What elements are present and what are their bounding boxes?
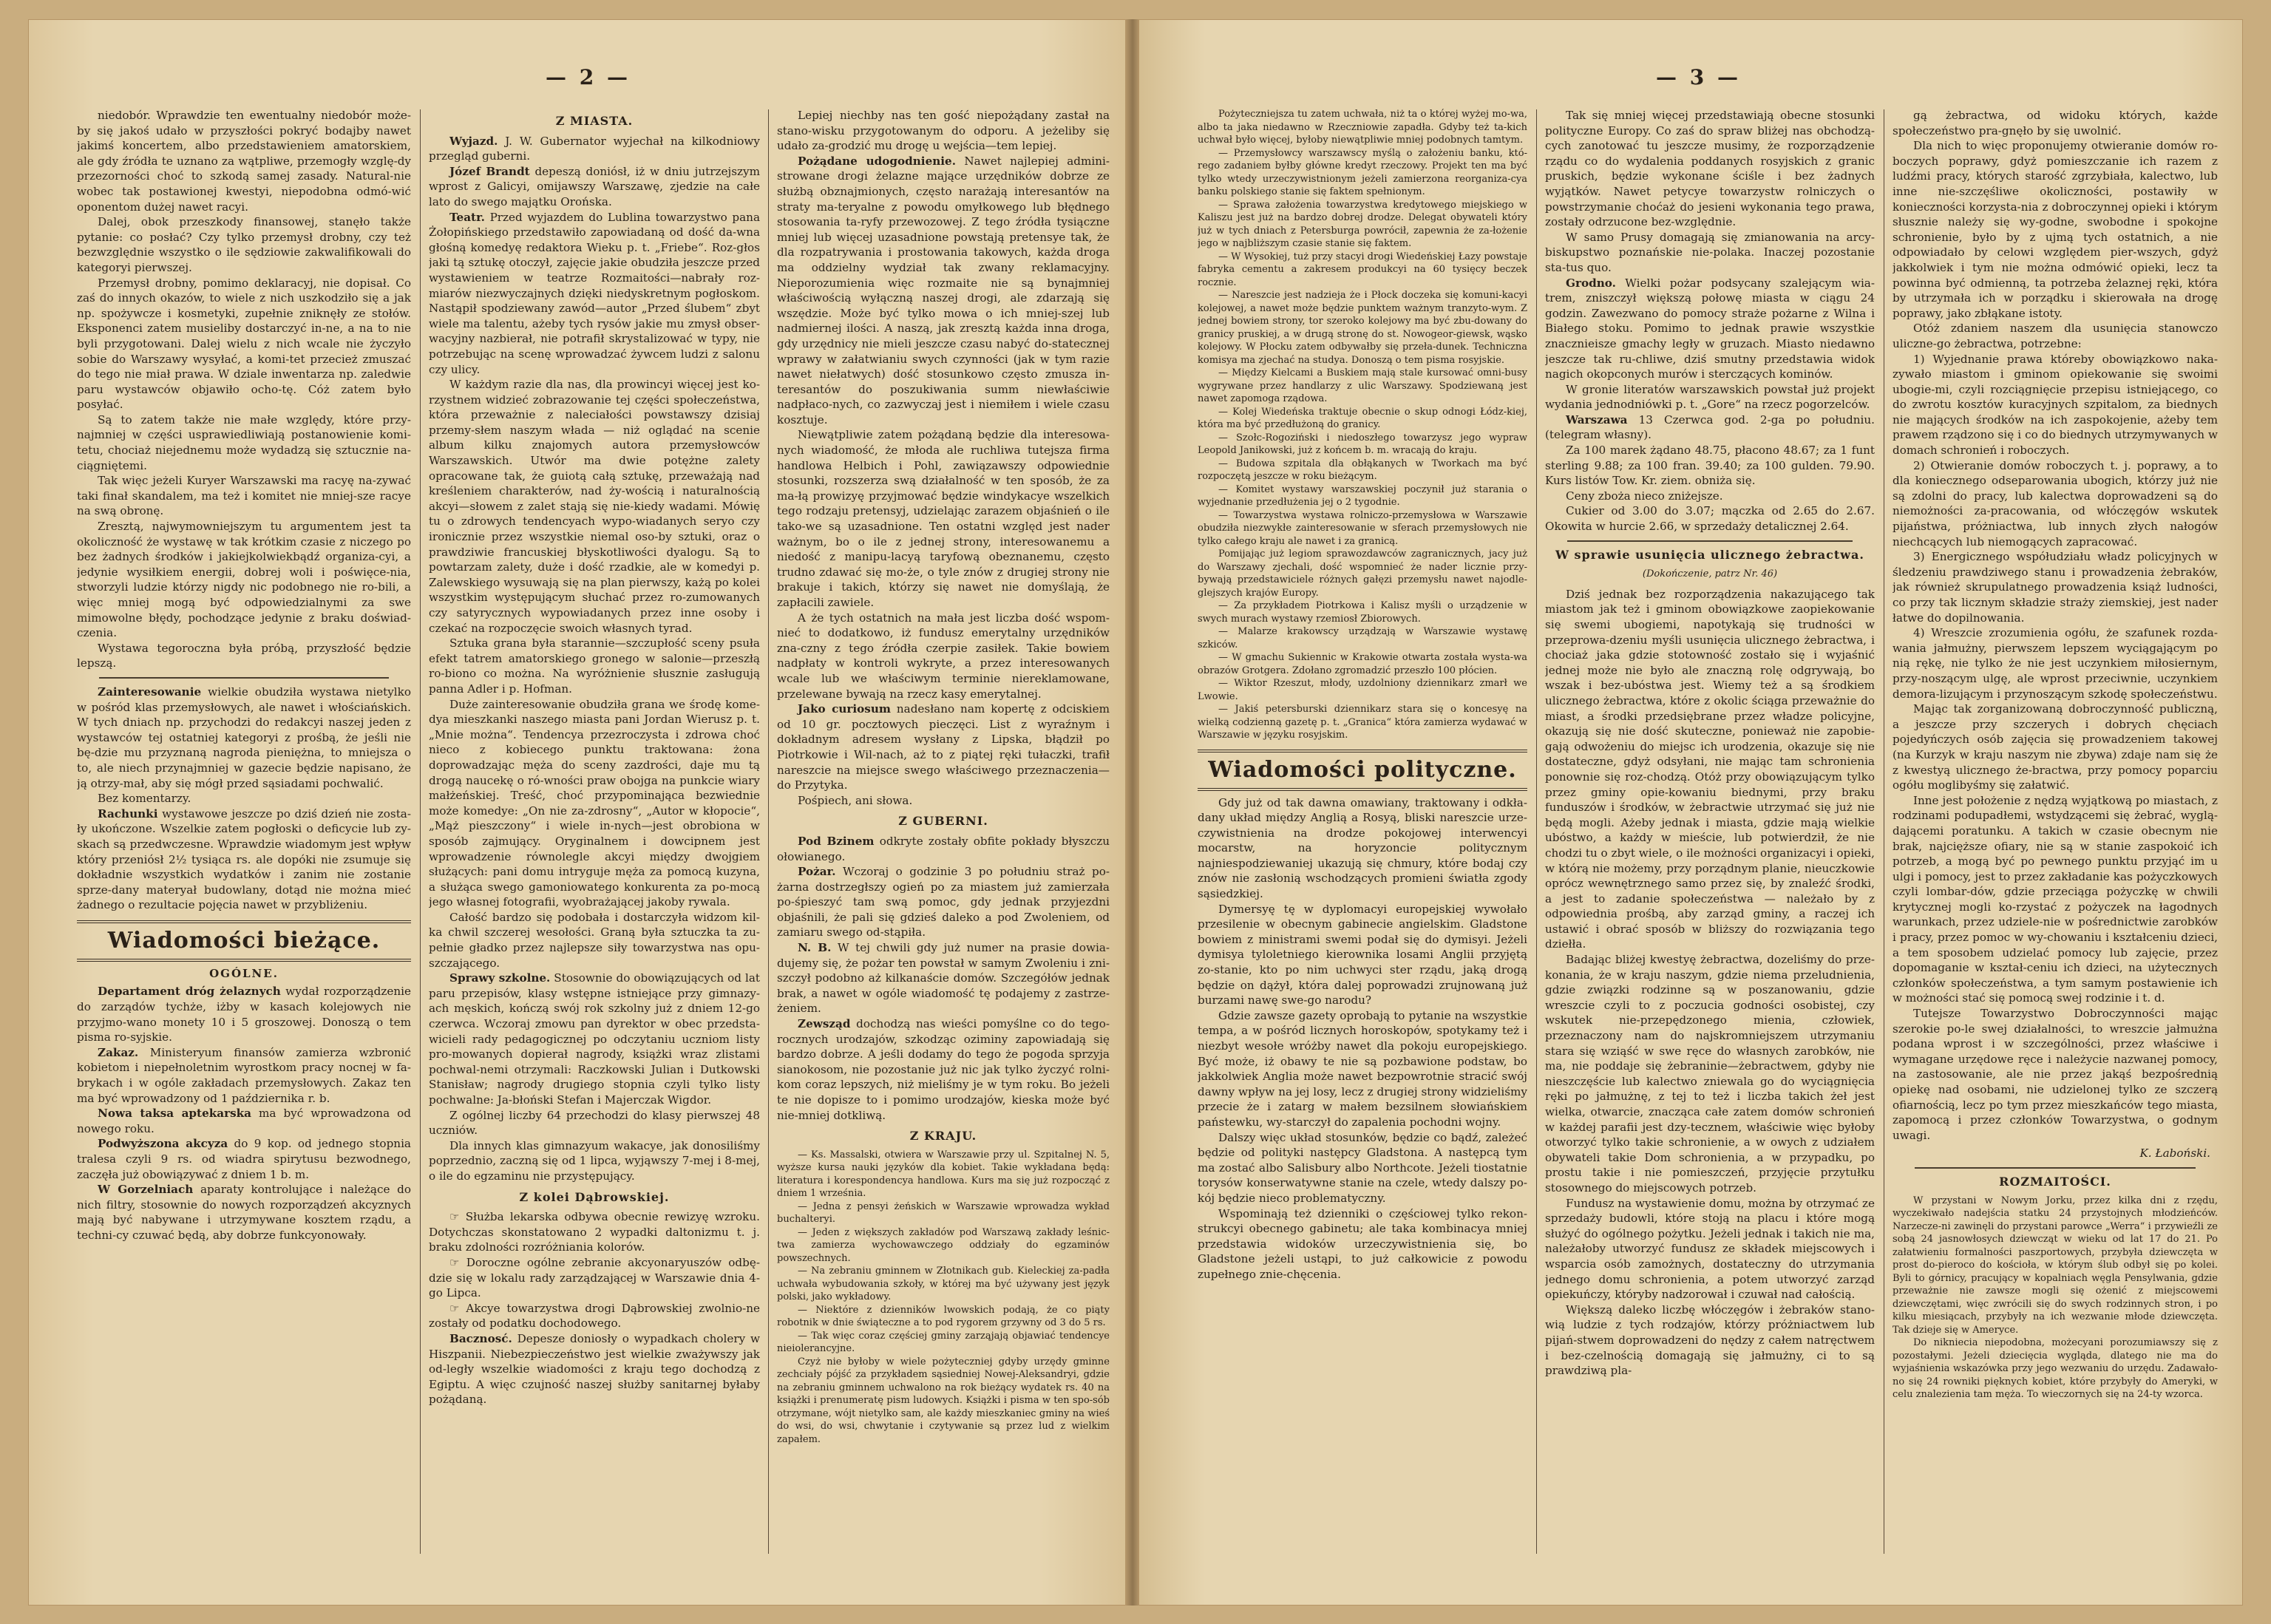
paragraph-text: — Przemysłowcy warszawscy myślą o założeniu banku, któ-rego zadaniem byłby główne kredyt rzeczowy. Projekt ten ma być tylko wtedy urzeczywistnionym jeżeli zamierzona reorganiza-cya banku polskiego stanie się faktem spełnionym. — [1198, 147, 1527, 197]
paragraph — [777, 108, 1110, 154]
paragraph-lead: W Gorzelniach — [98, 1183, 194, 1197]
paragraph — [777, 793, 1110, 809]
paragraph-text: 2) Otwieranie domów roboczych t. j. poprawy, a to dla koniecznego odseparowania ubogich, którzy już nie są zdolni do pracy, lub kalectwa doprowadzeni są do niemożności za-pracowania, od włóczęgów wskutek pijaństwa, próżniactwa, lub innych złych nałogów niechcących lub niemogących zapracować. — [1892, 458, 2218, 548]
paragraph-text: — Jakiś petersburski dziennikarz stara się o koncesyę na wielką codzienną gazetę p. t. „Granica“ która zamierza wydawać w Warszawie w języku rosyjskim. — [1198, 704, 1527, 741]
paragraph-text: 4) Wreszcie zrozumienia ogółu, że szafunek rozda-wania jałmużny, pierwszem lepszem wyciągającym po nią rękę, nie tylko że nie jest uczynkiem miłosiernym, przy-noszącym ulgę, ale wprost przeciwnie, uczynkiem demora-lizującym i przynoszącym szkodę społeczeństwu. — [1892, 626, 2218, 701]
paragraph — [1198, 795, 1527, 902]
paragraph — [429, 134, 760, 164]
paragraph-text: Z ogólnej liczby 64 przechodzi do klasy pierwszej 48 uczniów. — [429, 1108, 760, 1138]
paragraph-text: depeszą doniósł, iż w dniu jutrzejszym wprost z Galicyi, omijawszy Warszawę, zjedzie na całe lato do swego majątku Orońska. — [429, 164, 760, 208]
paragraph-text: Za 100 marek żądano 48.75, płacono 48.67; za 1 funt sterling 9.88; za 100 fran. 39.40; za 100 gulden. 79.90. Kurs listów Tow. Kr. ziem. obniża się. — [1545, 444, 1875, 488]
paragraph — [777, 940, 1110, 1016]
paragraph — [429, 971, 760, 1107]
paragraph-text: Dalszy więc układ stosunków, będzie co bądź, zależeć będzie od polityki następcy Gladstona. A następcą tym ma zostać albo Salisbury albo Northcote. Jeżeli tiostatnie torysów konserwatywne stanie na czele, wtedy dalszy po-kój będzie nieco problematyczny. — [1198, 1130, 1527, 1205]
paragraph-text: — Między Kielcami a Buskiem mają stale kursować omni-busy wygrywane przez handlarzy z ulic Warszawy. Spodziewaną jest nawet zapomoga rządowa. — [1198, 367, 1527, 404]
paragraph-text: Sztuka grana była starannie—szczupłość sceny psuła efekt tatrem amatorskiego gronego w salonie—przeszłą ro-biono co można. Na wyróżnienie słusznie zasługują panna Adler i p. Hofman. — [429, 636, 760, 696]
paragraph — [777, 864, 1110, 940]
paragraph-text: — Nareszcie jest nadzieja że i Płock doczeka się komuni-kacyi kolejowej, a nawet może będzie punktem ważnym tranzyto-wym. Z jednej bowiem strony, tor szeroko kolejowy ma być zbu-dowany do granicy pruskiej, a w drugą stronę do st. Nowogeor-giewsk, wąsko kolejowy. W Płocku zatem odbywałby się przeła-dunek. Techniczna komisya ma zjechać na studya. Donoszą o tem pisma rosyjskie. — [1198, 290, 1527, 366]
paragraph-text: Wielki pożar podsycany szalejącym wia-trem, zniszczył większą połowę miasta w ciągu 24 godzin. Zawezwano do pomocy straże pożarne z Wilna i Białego stoku. Pomimo to jednak prawie wszystkie znacznieisze gmachy legły w gruzach. Miasto niedawno jeszcze tak ru-chliwe, dziś smutny przedstawia widok nagich okopconych murów i sterczących kominów. — [1545, 276, 1875, 381]
paragraph-text: nadesłano nam kopertę z odciskiem od 10 gr. pocztowych pieczęci. List z wyraźnym i dokładnym adresem wysłany z Lipska, błądził po Piotrkowie i Wil-nach, aż to z piątej ręki tułaczki, trafił nareszcie na miejsce swego właściwego przeznaczenia—do Przytyka. — [777, 702, 1110, 792]
paragraph-text: odkryte zostały obfite pokłady błyszczu ołowianego. — [777, 834, 1110, 863]
column-right-1 — [1198, 108, 1527, 1563]
paragraph-text: A że tych ostatnich na mała jest liczba dość wspom-nieć to dodatkowo, iż fundusz emerytalny urzędników zna-czny z tego źródła czerpie zasiłek. Takie bowiem nadpłaty w kontroli wykryte, a przez interesowanych wcale lub we właściwym terminie niereklamowane, przelewane bywają na rzecz kasy emerytalnej. — [777, 611, 1110, 701]
paragraph-text: Fundusz na wystawienie domu, można by otrzymać ze sprzedaży budowli, które stoją na placu i które mogą służyć do ogólnego pożytku. Jeżeli jednak i takich nie ma, należałoby utworzyć fundusz ze składek miejscowych i wsparcia osób zamożnych, dostateczny do utrzymania jednego domu schronienia, a potem utworzyć zarząd opiekuńczy, któryby nadzorował i czuwał nad całością. — [1545, 1196, 1875, 1302]
section-heading: ROZMAITOŚCI. — [1999, 1174, 2111, 1189]
paragraph-text: Wczoraj o godzinie 3 po południu straż po-żarna dostrzegłszy ogień po za miastem już zamierzała po-śpieszyć tam swą pomoc, gdy jednak przyjezdni objaśnili, że pali się gdzieś daleko a pod Zwoleniem, od zamiaru swego od-stąpiła. — [777, 865, 1110, 940]
paragraph-lead: Bacznosć. — [449, 1331, 512, 1345]
paragraph — [429, 636, 760, 696]
paragraph-text: W gronie literatów warszawskich powstał już projekt wydania jednodniówki p. t. „Gore“ na rzecz pogorzelców. — [1545, 382, 1875, 412]
paragraph — [777, 1265, 1110, 1304]
paragraph-text: Nawet najlepiej admini-strowane drogi żelazne mające urzędników dobrze ze służbą obznajmionych, często narażają interesantów na straty ma-teryalne z powodu omyłkowego lub błędnego stosowania ta-ryfy przewozowej. Z tego źródła tysiączne mniej lub więcej uzasadnione powstają pretensye tak, że dla rozpatrywania i prostowania takowych, każda droga ma oddzielny wydział tak zwany reklamacyjny. Nieporozumienia więc rozmaite nie są bynajmniej właściwością wyłączną naszej drogi, ale zdarzają się wszędzie. Może być tylko mowa o ich mniej-szej lub nadmiernej ilości. A naszą, jak zresztą każda inna droga, gdy urzędnicy nie mieli jeszcze czasu nabyć do-statecznej wprawy w załatwianiu swych czynności (jak w tym razie nawet niełatwych) dość stosunkowo często zmusza in-teresantów do poszukiwania summ niewłaściwie nadpłaco-nych, co zazwyczaj jest i niemiłem i wiele czasu kosztuje. — [777, 154, 1110, 427]
paragraph — [1892, 701, 2218, 793]
paragraph — [1892, 1006, 2218, 1143]
separator-rule — [1567, 540, 1853, 542]
subsection-title: OGÓLNE. — [209, 966, 279, 980]
separator-rule — [99, 677, 389, 679]
paragraph-text: Wspominają też dzienniki o częściowej tylko rekon-strukcyi obecnego gabinetu; ale taka kombinacya mniej przedstawia widoków urzeczywistnienia się, bo Gladstone jeżeli ustąpi, to już całkowicie z powodu zupełnego znie-chęcenia. — [1198, 1206, 1527, 1281]
paragraph — [1892, 352, 2218, 458]
paragraph-lead: Departament dróg żelaznych — [98, 985, 281, 999]
paragraph — [1892, 108, 2218, 138]
paragraph — [777, 1200, 1110, 1226]
paragraph-text: — Niektóre z dzienników lwowskich podają, że co piąty robotnik w dnie świąteczne a to pod rygorem grzywny od 3 do 5 rs. — [777, 1304, 1110, 1329]
paragraph-text: — Malarze krakowscy urządzają w Warszawie wystawę szkiców. — [1198, 626, 1527, 650]
paragraph — [77, 806, 411, 913]
paragraph — [77, 473, 411, 519]
column-rule — [1536, 109, 1537, 1554]
paragraph — [429, 910, 760, 971]
paragraph — [77, 641, 411, 671]
paragraph-text: 1) Wyjednanie prawa któreby obowiązkowo naka-zywało miastom i gminom opiekowanie się swoimi ubogie-mi, czyli rozciągnięcie przepisu istniejącego, co do zwrotu kosztów kuracyjnych szpitalom, za biednych nie mających środków na ich zaspokojenie, ażeby tem prawem rządzono się i co do biednych utrzymywanych w domach schronień i roboczych. — [1892, 352, 2218, 458]
paragraph — [1198, 1008, 1527, 1130]
paragraph — [1198, 458, 1527, 483]
paragraph — [1198, 147, 1527, 199]
paragraph-text: W tej chwili gdy już numer na prasie dowia-dujemy się, że pożar ten powstał w samym Zwoleniu i zni-szczył podobno aż kilkanaście domów. Szczegółów jednak brak, a nawet w ogóle wiadomość tę podajemy z zastrze-żeniem. — [777, 941, 1110, 1016]
paragraph-text: ☞ Służba lekarska odbywa obecnie rewizyę wzroku. Dotychczas skonstatowano 2 wypadki daltonizmu t. j. braku zdolności rozróżniania kolorów. — [429, 1210, 760, 1254]
paragraph — [1198, 108, 1527, 147]
paragraph — [777, 1304, 1110, 1330]
paragraph-text: Otóż zdaniem naszem dla usunięcia stanowczo uliczne-go żebractwa, potrzebne: — [1892, 322, 2218, 350]
paragraph — [1198, 367, 1527, 406]
column-right-3 — [1892, 108, 2218, 1563]
paragraph-text: Pomijając już legiom sprawozdawców zagranicznych, jacy już do Warszawy zjechali, dość wspomnieć że nader licznie przy-bywają przedstawiciele różnych gałęzi przemysłu nawet najodle-glejszych krajów Europy. — [1198, 548, 1527, 599]
paragraph-text: W każdym razie dla nas, dla prowincyi więcej jest ko-rzystnem widzieć zobrazowanie tej części społeczeństwa, która przeważnie z naleciałości powstawszy dzisiaj przemy-słem naszym włada — niż oglądać na scenie album kilku znajomych autora przemysłowców Warszawskich. Utwór ma dwie potężne zalety opracowane tak, że guiotą całą sztukę, przeważają nad kreśleniem charakterów, nad ży-wością i naturalnością akcyi—słowem z zalet stają się nie-kiedy wadami. Mówię tu o zdrowych tendencyach wypo-wiadanych seryo czy ironicznie przez wszystkie niemal oso-by sztuki, oraz o prawdziwie francuskiej błyskotliwości dyalogu. Są to powtarzam zalety, duże i dość rzadkie, ale w komedyi p. Zalewskiego wysuwają się na plan pierwszy, każą po kolei wszystkim występującym słuchać przez ro-zumowanych czy satyrycznych wypowiadanych przez inne osoby i czekać na rozpoczęcie swoich własnych tyrad. — [429, 378, 760, 635]
paragraph-text: — Ks. Massalski, otwiera w Warszawie przy ul. Szpitalnej N. 5, wyższe kursa nauki języków dla kobiet. Takie wykładana będą: literatura i korespondencya handlowa. Kurs ma się już rozpocząć z dniem 1 września. — [777, 1149, 1110, 1200]
column-left-3 — [777, 108, 1110, 1563]
paragraph — [1892, 1336, 2218, 1402]
paragraph — [77, 684, 411, 791]
paragraph — [1198, 509, 1527, 548]
paragraph — [777, 834, 1110, 864]
page-2 — [28, 19, 1127, 1606]
paragraph — [777, 1226, 1110, 1265]
column-rule — [420, 109, 421, 1554]
paragraph-text: wielkie obudziła wystawa nietylko w pośród klas przemysłowych, ale nawet i włościańskich. W tych dniach np. przychodzi do redakcyi naszej jeden z wystawców tej ostatniej kategoryi z prośbą, że jeśli nie bę-dzie mu przyznaną nagroda pieniężna, to mniejsza o to, ale niech przynajmniej w gazecie będzie napisano, że ją otrzy-mał, aby się mógł przed sąsiadami pochwalić. — [77, 684, 411, 790]
paragraph-text: Dalej, obok przeszkody finansowej, stanęło także pytanie: co posłać? Czy tylko przemysł drobny, czy też bezwzględnie wszystko o ile sędziowie zakwalifikowali do kategoryi pierwszej. — [77, 215, 411, 274]
paragraph-text: Dymersyę tę w dyplomacyi europejskiej wywołało przesilenie w obecnym gabinecie angielskim. Gladstone bowiem z ministrami swemi podał się do dymisyi. Jeżeli dymisya tyloletniego kierownika losami Anglii przyjętą zo-stanie, kto po nim uchwyci ster rządu, jaką drogą będzie on dążył, która dalej poprowadzi zrujnowaną już burzami nawę swe-go narodu? — [1198, 902, 1527, 1008]
paragraph-text: — Szołc-Rogoziński i niedoszłego towarzysz jego wypraw Leopold Janikowski, już z końcem b. m. wracają do kraju. — [1198, 432, 1527, 456]
paragraph-text: Wystawa tegoroczna była próbą, przyszłość będzie lepszą. — [77, 641, 411, 670]
paragraph — [1892, 793, 2218, 1006]
paragraph-text: W samo Prusy domagają się zmianowania na arcy-biskupstwo poznańskie nie-polaka. Inaczej pozostanie sta-tus quo. — [1545, 230, 1875, 274]
paragraph — [777, 1016, 1110, 1123]
paragraph — [777, 701, 1110, 793]
section-heading: Z kolei Dąbrowskiej. — [519, 1189, 670, 1204]
paragraph-text: — Za przykładem Piotrkowa i Kalisz myśli o urządzenie w swych murach wystawy rzemiosł Zbiorowych. — [1198, 600, 1527, 625]
paragraph-lead: N. B. — [798, 941, 832, 955]
paragraph — [1545, 230, 1875, 276]
column-right-2 — [1545, 108, 1875, 1563]
paragraph — [1198, 902, 1527, 1008]
paragraph-lead: Pożądane udogodnienie. — [798, 154, 956, 168]
paragraph-text: Przemysł drobny, pomimo deklaracyj, nie dopisał. Co zaś do innych okazów, to wiele z nich uszkodziło się a jak np. spożywcze i kosmetyki, zupełnie zniknęły ze stołów. Eksponenci zatem musieliby dostarczyć in-ne, a na to nie byli przygotowani. Dalej wielu z nich wcale nie życzyło sobie do Warszawy wysyłać, a komi-tet przecież zmuszać do tego nie miał prawa. W dziale inwentarza np. zaledwie paru wystawców objawiło ocho-tę. Cóż zatem było posyłać. — [77, 276, 411, 412]
paragraph — [1545, 587, 1875, 952]
paragraph-text: Są to zatem także nie małe względy, które przy-najmniej w części usprawiedliwiają postanowienie komi-tetu, chociaż niejednemu może wydadzą się sztucznie na-ciągniętemi. — [77, 412, 411, 472]
paragraph-text: wystawowe jeszcze po dziś dzień nie zosta-ły ukończone. Wszelkie zatem pogłoski o deficycie lub zy-skach są przedwczesne. Wprawdzie wiadomym jest wpływ który przeniósł 2½ tysiąca rs. ale dopóki nie zsumuje się dokładnie wszystkich wydatków i zanim nie zostanie sprze-dany materyał budowlany, dotąd nie można mieć żadnego o rezultacie pojęcia nawet w przybliżeniu. — [77, 806, 411, 912]
paragraph-text: — Kolej Wiedeńska traktuje obecnie o skup odnogi Łódz-kiej, która ma być przedłużoną do granicy. — [1198, 406, 1527, 430]
paragraph — [429, 210, 760, 378]
paragraph — [77, 412, 411, 473]
paragraph — [429, 377, 760, 636]
paragraph-text: — Komitet wystawy warszawskiej poczynił już starania o wyjednanie przedłużenia jej o 2 tygodnie. — [1198, 483, 1527, 508]
paragraph-lead: Sprawy szkolne. — [449, 971, 551, 985]
paragraph-text: Lepiej niechby nas ten gość niepożądany zastał na stano-wisku przygotowanym do odporu. A jeżeliby się udało za-grodzić mu drogę u wejścia—tem lepiej. — [777, 109, 1110, 153]
paragraph — [1545, 276, 1875, 382]
paragraph-text: — Jedna z pensyi żeńskich w Warszawie wprowadza wykład buchalteryi. — [777, 1200, 1110, 1226]
page-number: — 2 — — [546, 65, 631, 89]
paragraph-text: Tak więc jeżeli Kuryer Warszawski ma racyę na-zywać taki finał skandalem, ma też i komitet nie mniej-sze racye na swą obronę. — [77, 474, 411, 518]
paragraph-text: — W gmachu Sukiennic w Krakowie otwarta została wysta-wa obrazów Grotgera. Zdołano zgromadzić przeszło 100 płócien. — [1198, 652, 1527, 676]
separator-rule — [1915, 1167, 2196, 1169]
paragraph-text: Całość bardzo się podobała i dostarczyła widzom kil-ka chwil szczerej wesołości. Graną była sztuczka ta zu-pełnie gładko przez najlepsze siły towarzystwa nas opu-szczającego. — [429, 910, 760, 970]
paragraph-lead: Józef Brandt — [449, 164, 530, 178]
paragraph-text: 3) Energicznego współudziału władz policyjnych w śledzeniu prawdziwego stanu i prowadzenia żebraków, jak również skrupulatnego prowadzenia książ ludności, co przy tak licznym składzie straży ziemskiej, jest nader łatwe do dopilnowania. — [1892, 550, 2218, 625]
paragraph-text: Stosownie do obowiązujących od lat paru przepisów, klasy wstępne istniejące przy gimnazy-ach męskich, kończą swój rok szkolny już z dniem 12-go czerwca. Wczoraj zmowu pan dyrektor w obec przedsta-wicieli rady pedagogicznej po odczytaniu uczniom listy pro-mowanych dopierał nagrody, książki wraz zlistami pochwal-nemi otrzymali: Raczkowski Julian i Dutkowski Stanisław; nagrody drugiego stopnia czyli tylko listy pochwalne: Ja-błoński Stefan i Majerczak Wigdor. — [429, 971, 760, 1107]
paragraph-text: Tutejsze Towarzystwo Dobroczynności mając szerokie po-le swej działalności, to wreszcie jałmużna podana wprost i w szczególności, przez właściwe i wymagane urzędowe ręce i należycie nazwanej pomocy, na zastosowanie, ale nie przez jakąś bezpośrednią opiekę nad osobami, nie udzielonej tylko ze szczerą ofiarnością, lecz po tym przez mieszkańców tego miasta, zapomocą i przez członków Towarzystwa, o godnym uwagi. — [1892, 1007, 2218, 1142]
paragraph — [1892, 1195, 2218, 1337]
paragraph-text: Dla nich to więc proponujemy otwieranie domów ro-boczych poprawy, gdyż pomieszczanie ich razem z ludźmi pracy, których starość zgrzybiała, kalectwo, lub inne nie-szczęśliwe okoliczności, postawiły w konieczności korzysta-nia z dobroczynnej opieki i którym słusznie należy się wy-godne, swobodne i spokojne schronienie, było by z ujmą tych ostatnich, a nie odpowiadało by celowi względem pier-wszych, gdyż jakkolwiek i tym nie można odmówić opieki, lecz ta powinna być odmienną, ta potrzeba żelaznej ręki, która by utrzymała ich w porządku i skierowała na drogę poprawy, jako zbłąkane istoty. — [1892, 139, 2218, 320]
paragraph-text: Mając tak zorganizowaną dobroczynność publiczną, a jeszcze przy szczerych i dobrych chęciach pojedyńczych osób zajęcia się prowadzeniem takowej (na Kurzyk w kraju naszym nie zbywa) zdaje nam się że z kwestyą ulicznego że-bractwa, przy pomocy poparciu ogółu moglibyśmy się załatwić. — [1892, 702, 2218, 792]
paragraph-lead: Rachunki — [98, 806, 158, 821]
paragraph-lead: Zainteresowanie — [98, 684, 202, 699]
paragraph-text: — Wiktor Rzeszut, młody, uzdolniony dziennikarz zmarł we Lwowie. — [1198, 678, 1527, 702]
paragraph — [1892, 549, 2218, 625]
paragraph-lead: Jako curiosum — [798, 702, 891, 716]
paragraph — [1198, 1206, 1527, 1282]
paragraph — [77, 108, 411, 214]
paragraph — [1892, 138, 2218, 321]
paragraph — [1198, 483, 1527, 509]
paragraph-text: Pożyteczniejsza tu zatem uchwała, niż ta o której wyżej mo-wa, albo ta jaka niedawno w Rzeczniowie zapadła. Gdyby też ta-kich uchwał było więcej, byłoby niewątpliwie mniej podobnych tamtym. — [1198, 109, 1527, 146]
paragraph — [1545, 382, 1875, 412]
paragraph-text: Większą daleko liczbę włóczęgów i żebraków stano-wią ludzie z tych rodzajów, którzy próżniactwem lub pijań-stwem doprowadzeni do nędzy z całem natręctwem i bez-czelnością domagają się jałmużny, ci to są prawdziwą pla- — [1545, 1302, 1875, 1378]
paragraph — [1198, 406, 1527, 432]
paragraph-text: Dla innych klas gimnazyum wakacye, jak donosiliśmy poprzednio, zaczną się od 1 lipca, wyjąwszy 7-mej i 8-mej, o ile do egzaminu nie przystępujący. — [429, 1138, 760, 1183]
paragraph — [77, 276, 411, 412]
paragraph — [77, 1136, 411, 1182]
paragraph — [77, 1106, 411, 1136]
paragraph-text: Niewątpliwie zatem pożądaną będzie dla interesowa-nych wiadomość, że młoda ale ruchliwa tutejsza firma handlowa Helbich i Pohl, zawiązawszy odpowiednie stosunki, rozszerza swą działalność w ten sposób, że za ma-łą prowizyę przyjmować będzie windykacye wszelkich tego rodzaju pretensyj, udzielając zarazem objaśnień o ile tako-we są uzasadnione. Ten ostatni względ jest nader ważnym, bo o ile z jednej strony, interesowanemu a niedość z manipu-lacyą taryfową obeznanemu, często trudno zdawać się mo-że, o tyle znów z drugiej strony nie brakuje i takich, którzy się nawet nie domyślają, że zapłacili zawiele. — [777, 428, 1110, 609]
paragraph — [1892, 625, 2218, 701]
column-rule — [768, 109, 769, 1554]
paragraph — [1198, 599, 1527, 625]
binding-gutter — [1125, 19, 1140, 1606]
section-title: Wiadomości bieżące. — [77, 920, 411, 962]
section-heading: Z MIASTA. — [555, 114, 634, 128]
paragraph — [777, 154, 1110, 428]
paragraph — [1198, 625, 1527, 651]
paragraph-text: J. W. Gubernator wyjechał na kilkodniowy przegląd guberni. — [429, 134, 760, 163]
paragraph — [777, 1330, 1110, 1356]
paragraph — [1892, 458, 2218, 550]
paragraph — [77, 519, 411, 641]
paragraph-text: Ministeryum finansów zamierza wzbronić kobietom i niepełnoletnim wyrostkom pracy nocnej w fa-brykach i w ogóle zakładach przemysłowych. Zakaz ten ma być wprowadzony od 1 października r. b. — [77, 1045, 411, 1105]
paragraph — [429, 164, 760, 210]
paragraph-text: Pośpiech, ani słowa. — [798, 793, 913, 807]
paragraph — [1545, 952, 1875, 1196]
paragraph-text: ☞ Akcye towarzystwa drogi Dąbrowskiej zwolnio-ne zostały od podatku dochodowego. — [429, 1301, 760, 1331]
paragraph-text: Przed wyjazdem do Lublina towarzystwo pana Żołopińskiego przedstawiło zapowiadaną od dość da-wna głośną komedyę redaktora Wieku p. t. „Friebe“. Roz-głos jaki tą sztukę otoczył, zajęcie jakie obudziła jeszcze przed wystawieniem w teatrze Rozmaitości—nabrały roz-miarów niezwyczajnych dzięki niedyskretnym pogłoskom. Nastąpił spodziewany zawód—autor „Przed ślubem“ zbyt wiele ma talentu, ażeby tych rysów jakie mu zmysł obser-wacyjny nazbierał, nie potrafił skrystalizować w typy, nie potrzebując na scenę wprowadzać żywcem ludzi z salonu czy ulicy. — [429, 210, 760, 376]
section-heading: Z GUBERNI. — [898, 814, 988, 829]
author-signature: K. Łaboński. — [2139, 1146, 2210, 1161]
paragraph-lead: Zewsząd — [798, 1017, 851, 1031]
paragraph-text: ma być wprowadzona od nowego roku. — [77, 1107, 411, 1135]
paragraph-text: Dziś jednak bez rozporządzenia nakazującego tak miastom jak też i gminom obowiązkowe zaopiekowanie się swemi ubogiemi, napotykają się trudności w przeprowa-dzeniu myśli usunięcia ulicznego żebractwa, i chociaż jaka gdzie stotowność zostało się i wyjaśnić jednej może nie było ale znaczną rolę odgrywają, bo wszak i bez-ubóstwa jest. Wiemy też a są środkiem ulicznego żebractwa, które z okolic ściąga przeważnie do miast, a środki przedsiębrane przez władze policyjne, okazują się nie dość skuteczne, ponieważ nie zapobie-gają odwożeniu do miejsc ich urodzenia, okazuje się nie dostateczne, gdyż odsyłani, nie mając tam schronienia ponownie się roz-chodzą. Otóż przy obowiązującym tylko przez gminy opie-kowaniu biednymi, przy braku funduszów i środków, w żebractwie utrzymać się już nie będą mogli. Ażeby jednak i miasta, gdzie mają wielkie ubóstwo, a każdy w mieście, lub potwierdził, że nie chodzi tu o zbyt wiele, o ile możności organizacyi i opieki, w którą nie możemy, przy porządnym planie, nieuczkowie oprócz wewnętrznego samo przez się, by znaleźć środki, a jest to zadanie społeczeństwa — należało by z odpowiednia prośbą, aby zarząd gminy, a raczej ich ustawić i obrać sposób w bliższy do rozwiązania tego dziełła. — [1545, 587, 1875, 951]
paragraph — [77, 214, 411, 275]
paragraph — [429, 1255, 760, 1301]
paragraph-text: — Budowa szpitala dla obłąkanych w Tworkach ma być rozpoczętą jeszcze w roku bieżącym. — [1198, 458, 1527, 482]
page-number: — 3 — — [1656, 65, 1741, 89]
column-left-1 — [77, 108, 411, 1563]
paragraph-text: dochodzą nas wieści pomyślne co do tego-rocznych urodzajów, szkodząc oziminy zapowiadają się bardzo dobrze. A jeśli dodamy do tego że pogoda sprzyja sianokosom, nie pozostanie już nic jak tylko życzyć rolni-kom coraz lepszych, niż mieliśmy je w tym roku. Bo jeżeli te nie dopisze to i pomimo urodzajów, kieska może być nie-mniej dotkliwą. — [777, 1017, 1110, 1122]
paragraph-text: ☞ Doroczne ogólne zebranie akcyonaryuszów odbę-dzie się w lokalu rady zarządzającej w Warszawie dnia 4-go Lipca. — [429, 1255, 760, 1300]
paragraph — [1198, 199, 1527, 251]
paragraph-text: Badając bliżej kwestyę żebractwa, dozeliśmy do prze-konania, że w kraju naszym, gdzie niema przeludnienia, gdzie związki rodzinne są w poszanowaniu, gdzie wreszcie czyli to z poczucia godności osobistej, czy wskutek nie-przepędzonego mienia, człowiek, przeznaczony nam do najskromniejszem utrzymaniu stara się wziąść w swe ręce do własnych zarobków, nie ma, nie poddaje się żebraninie—żebractwem, gdyby nie nieszczęście lub kalectwo zniewala go do wyciągnięcia ręki po jałmużnę, z tej to też i liczba takich żeł jest wielka, otwarcie, znacząca całe zatem domów schronień w każdej parafii jest dzy-tecznem, właściwie więc byłoby otworzyć tylko takie schronienie, a w owych z udziałem obywateli takie Dom schronienia, a w przypadku, po prostu takie i nie pomieszczeń, przyjęcie przytułku stosownego do miejscowych potrzeb. — [1545, 953, 1875, 1195]
dateline: Grodno. — [1566, 276, 1616, 290]
paragraph-text: — W Wysokiej, tuż przy stacyi drogi Wiedeńskiej Łazy powstaje fabryka cementu a zakresem produkcyi na 60 tysięcy beczek rocznie. — [1198, 251, 1527, 288]
paragraph — [1545, 489, 1875, 504]
paragraph-text: Inne jest położenie z nędzą wyjątkową po miastach, z rodzinami podupadłemi, wstydzącemi się żebrać, wyglą-dającemi poratunku. A takich w czasie obecnym nie brak, najcięższe ofiary, nie są w stanie zaspokoić ich potrzeb, a mogą być po pewnego punktu przyjąć im u ulgi i pomocy, jest to przez zakładanie kas pożyczkowych czyli lombar-dów, gdzie przeciąga pożyczkę w chwili krytycznej mogli ko-rzystać z pożyczek na łagodnych warunkach, przez udziele-nie w pośrednictwie zarobków i pracy, przez pomoc w wy-chowaniu i kształceniu dzieci, a tem sposobem udzielać pomocy lub zajęcie, przez dopomaganie w kształ-ceniu ich dzieci, na użytecznych członków społeczeństwa, a tym samym postawienie ich w możności stać się pomocą swej rodzinie i t. d. — [1892, 793, 2218, 1005]
paragraph — [1545, 1196, 1875, 1302]
paragraph — [77, 791, 411, 806]
paragraph — [1198, 432, 1527, 458]
paragraph-text: Czyż nie byłoby w wiele pożyteczniej gdyby urzędy gminne zechciały pójść za przykładem sąsiedniej Nowej-Aleksandryi, gdzie na zebraniu gminnem uchwalono na rok bieżący wydatek rs. 40 na książki i prenumeratę pism ludowych. Książki i pisma w ten spo-sób otrzymane, wójt nietylko sam, ale każdy mieszkaniec gminy na wieś do wsi, do wsi, chwytanie i czytywanie są przez lud z wielkim zapałem. — [777, 1356, 1110, 1445]
paragraph-text: Cukier od 3.00 do 3.07; mączka od 2.65 do 2.67. Okowita w hurcie 2.66, w sprzedaży detalicznej 2.64. — [1545, 504, 1875, 534]
paragraph-text: W przystani w Nowym Jorku, przez kilka dni z rzędu, wyczekiwało nadejścia statku 24 przystojnych młodzieńców. Narzecze-ni zawinęli do przystani parowce „Werra“ i przywieźli ze sobą 24 jasnowłosych dziewcząt w wieku od lat 17 do 21. Po załatwieniu formalności paszportowych, przybyła dziewczęta w prost do-pieroco do kościoła, w którym ślub odbył się po kolei. Byli to górnicy, pracujący w kopalniach węgla Pensylwania, gdzie przeważnie nie zawsze mogli się ożenić z miejscowemi dziewczętami, więc zwrócili się do swych rodzinnych stron, i po kilku miesiącach, przybyły na ich wezwanie młode dziewczęta. Tak dzieje się w Ameryce. — [1892, 1195, 2218, 1336]
paragraph — [429, 1209, 760, 1255]
column-left-2 — [429, 108, 760, 1563]
paragraph — [1198, 703, 1527, 742]
paragraph-text: — Na zebraniu gminnem w Złotnikach gub. Kieleckiej za-padła uchwała wybudowania szkoły, w której ma być używany jest język polski, jako wykładowy. — [777, 1265, 1110, 1303]
paragraph — [777, 427, 1110, 610]
paragraph — [1545, 503, 1875, 534]
paragraph-text: — Sprawa założenia towarzystwa kredytowego miejskiego w Kaliszu jest już na bardzo dobrej drodze. Delegat obywateli który już w tych dniach z Petersburga powrócił, zapewnia że za-łożenie jego w najbliższym czasie stanie się faktem. — [1198, 199, 1527, 249]
paragraph — [1198, 677, 1527, 703]
paragraph-lead: Podwyższona akcyza — [98, 1137, 228, 1151]
section-title: Wiadomości polityczne. — [1198, 750, 1527, 791]
article-note: (Dokończenie, patrz Nr. 46) — [1642, 568, 1778, 580]
paragraph — [777, 1356, 1110, 1447]
paragraph — [429, 1331, 760, 1407]
paragraph — [429, 697, 760, 910]
page-3 — [1138, 19, 2243, 1606]
paragraph — [777, 611, 1110, 702]
paragraph — [1198, 651, 1527, 677]
paragraph-lead: Pod Bzinem — [798, 834, 875, 848]
paragraph-text: Do nikniecia niepodobna, możecyani porozumiawszy się z pozostałymi. Jeżeli dziecięcia wygląda, dlatego nie ma do wyjaśnienia wskazówka przy jego wezwaniu do urzędu. Zadawało-no się 24 rowniki pięknych kobiet, które przybyły do Ameryki, w celu znalezienia tam męża. To wieczornych się na 24-ty wzorca. — [1892, 1337, 2218, 1401]
paragraph-text: wydał rozporządzenie do zarządów tychże, iżby w kasach kolejowych nie przyjmo-wano monety 10 i 5 groszowej. Donoszą o tem pisma ro-syjskie. — [77, 985, 411, 1044]
paragraph — [1545, 443, 1875, 489]
paragraph-text: Tak się mniej więcej przedstawiają obecne stosunki polityczne Europy. Co zaś do spraw bliżej nas obchodzą-cych zanotować tu jeszcze musimy, że rozporządzenie rządu co do wydalenia poddanych rosyjskich z granic pruskich, będzie wykonane ściśle i bez żadnych wyjątków. Nawet petycye towarzystw rolniczych o powstrzymanie choćaż do jesieni wykonania tego prawa, zostały odrzucone bez-względnie. — [1545, 109, 1875, 229]
paragraph — [1892, 321, 2218, 351]
paragraph-lead: Wyjazd. — [449, 134, 498, 148]
paragraph-lead: Zakaz. — [98, 1045, 139, 1059]
paragraph — [429, 1138, 760, 1184]
paragraph-text: Zresztą, najwymowniejszym tu argumentem jest ta okoliczność że wystawę w tak krótkim czasie z niczego po bez żadnych środków i jakiejkolwiekbądź organiza-cyi, a jedynie wysiłkiem energii, dobrej woli i poświęce-nia, stworzyli ludzie którzy nigdy nic podobnego nie ro-bili, a więc mniej mogą być odpowiedzialnymi za swe mimowolne błędy, pochodzące jedynie z braku doświad-czenia. — [77, 520, 411, 640]
paragraph-text: Duże zainteresowanie obudziła grana we środę kome-dya mieszkanki naszego miasta pani Jordan Wierusz p. t. „Mnie można“. Tendencya przezroczysta i zdrowa choć nieco z kobiecego punktu traktowana: żona doprowadzając męża do sceny zazdrości, daje mu tą drogą naucekę o ró-wności praw obojga na punkcie wiary małżeńskiej. Treść, choć przypominająca bezwiednie może komedye: „On nie za-zdrosny“, „Autor w kłopocie“, „Mąż pieszczony“ i wiele in-nych—jest obrobiona w sposób zajmujący. Oryginalnem i dowcipnem jest wprowadzenie równolegle akcyi między dwojgiem służących: pani domu intryguje męża za pomocą kuzyna, a służąca swego gamoniowatego konkurenta za po-mocą jego własnej fotografii, wyobrażającej jakoby rywala. — [429, 697, 760, 909]
paragraph-text: Gdy już od tak dawna omawiany, traktowany i odkła-dany układ między Anglią a Rosyą, bliski nareszcie urze-czywistnienia na drodze pokojowej interwencyi mocarstw, na horyzoncie politycznym najniespodziewaniej ukazują się chmury, które bodaj czy znów nie zasłonią wschodzących promieni światła zgody sąsiedzkiej. — [1198, 795, 1527, 901]
paragraph — [77, 1182, 411, 1243]
paragraph-lead: Pożar. — [798, 865, 836, 879]
paragraph-text: Depesze doniosły o wypadkach cholery w Hiszpanii. Niebezpieczeństwo jest wielkie zważywszy jak od-legły wszelkie wiadomości z kraju tego dochodzą z Egiptu. A więc czujność naszej służby sanitarnej byłaby pożądaną. — [429, 1331, 760, 1407]
paragraph — [429, 1108, 760, 1138]
dateline: Warszawa — [1566, 412, 1628, 427]
paragraph — [1198, 548, 1527, 599]
paragraph-text: — Tak więc coraz częściej gminy zarząjają objawiać tendencye nieiolerancyjne. — [777, 1330, 1110, 1355]
paragraph — [1198, 1130, 1527, 1206]
paragraph — [1545, 1302, 1875, 1379]
paragraph — [777, 1149, 1110, 1200]
paragraph-text: Bez komentarzy. — [98, 792, 191, 806]
paragraph-text: aparaty kontrolujące i należące do nich filtry, stosownie do nowych rozporządzeń akcyznych mają być nabywane i utrzymywane kosztem rządu, a techni-cy czuwać będą, aby dobrze funkcyonowały. — [77, 1183, 411, 1242]
paragraph — [77, 984, 411, 1044]
paragraph — [1545, 108, 1875, 230]
paragraph-lead: Nowa taksa aptekarska — [98, 1107, 252, 1121]
newspaper-spread — [28, 19, 2243, 1606]
article-title: W sprawie usunięcia ulicznego żebractwa. — [1555, 547, 1864, 562]
paragraph-text: 13 Czerwca god. 2-ga po południu. (telegram własny). — [1545, 412, 1875, 442]
paragraph-text: Ceny zboża nieco zniżejsze. — [1566, 489, 1723, 503]
paragraph-lead: Teatr. — [449, 210, 485, 224]
paragraph — [77, 1045, 411, 1106]
paragraph-text: — Jeden z większych zakładów pod Warszawą zakłady leśnic-twa zamierza wychowawczego oddziały do egzaminów powszechnych. — [777, 1226, 1110, 1264]
section-heading: Z KRAJU. — [909, 1129, 977, 1144]
paragraph-text: Gdzie zawsze gazety oprobają to pytanie na wszystkie tempa, a w pośród licznych horoskopów, spotykamy też i niezbyt wesołe wróżby nawet dla pokoju europejskiego. Być może, iż obawy te nie są pozbawione podstaw, bo jakkolwiek Anglia może nawet bezpowrotnie stracić swój dawny wpływ na jej losy, lecz z drugiej strony widzieliśmy przecie że i zatarg w małem bezsilnem słowiańskiem państewku, wy-starczył do zapalenia pochodni wojny. — [1198, 1008, 1527, 1129]
paragraph — [1545, 412, 1875, 443]
paragraph — [1198, 289, 1527, 367]
paragraph-text: do 9 kop. od jednego stopnia tralesa czyli 9 rs. od wiadra spirytusu bezwodnego, zaczęła już obowiązywać z dniem 1 b. m. — [77, 1137, 411, 1181]
paragraph-text: gą żebractwa, od widoku których, każde społeczeństwo pra-gnęło by się uwolnić. — [1892, 109, 2218, 137]
paragraph-text: — Towarzystwa wystawa rolniczo-przemysłowa w Warszawie obudziła niezwykłe zainteresowanie w sferach przemysłowych nie tylko całego kraju ale nawet i za granicą. — [1198, 509, 1527, 547]
paragraph — [1198, 251, 1527, 290]
paragraph — [429, 1301, 760, 1331]
paragraph-text: niedobór. Wprawdzie ten ewentualny niedobór może-by się jakoś udało w przyszłości pokryć bodajby nawet jakimś koncertem, albo przedstawieniem amatorskiem, ale gdy źródła te uznano za wątpliwe, przemogły wzglę-dy przezorności choć to szkodą samej zasady. Natural-nie wobec tak postawionej kwestyi, niepodobna odmó-wić oponentom dużej nawet racyi. — [77, 109, 411, 214]
